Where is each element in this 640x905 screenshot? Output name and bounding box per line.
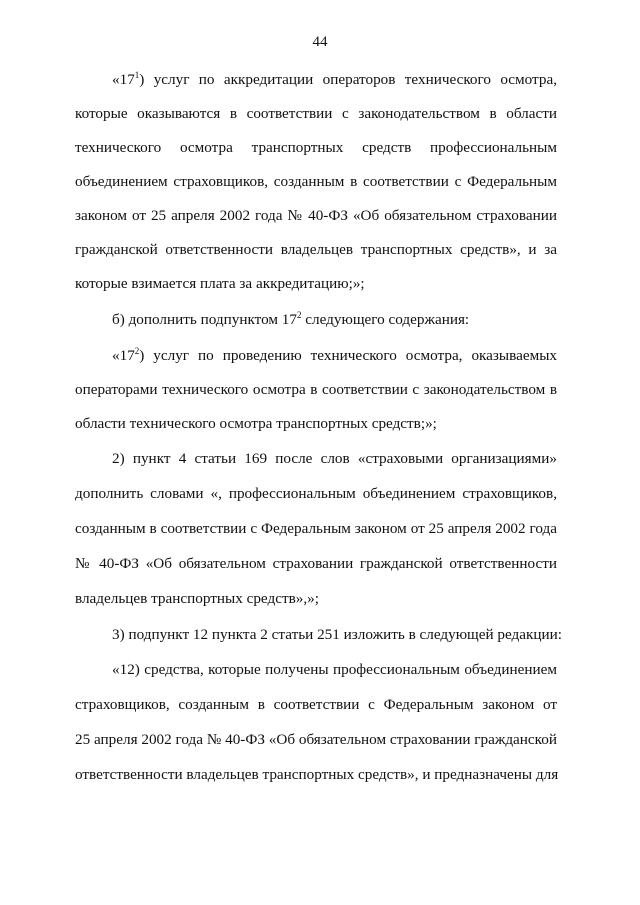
text-line: дополнить словами «, профессиональным объединением страховщиков, — [75, 485, 557, 502]
text-line: которые оказываются в соответствии с законодательством в области — [75, 105, 557, 122]
page-number: 44 — [312, 34, 328, 50]
text-line: операторами технического осмотра в соответствии с законодательством в — [75, 381, 557, 398]
text-line: № 40-ФЗ «Об обязательном страховании гражданской ответственности — [75, 555, 557, 572]
text-line: ответственности владельцев транспортных средств», и предназначены для — [75, 766, 559, 783]
text-line: созданным в соответствии с Федеральным законом от 25 апреля 2002 года — [75, 520, 557, 537]
text-line: 2) пункт 4 статьи 169 после слов «страховыми организациями» — [112, 450, 557, 467]
text-line: законом от 25 апреля 2002 года № 40-ФЗ «Об обязательном страховании — [75, 207, 557, 224]
text-line: «$17^1$) услуг по аккредитации операторов технического осмотра, — [112, 70, 557, 88]
text-line: гражданской ответственности владельцев транспортных средств», и за — [75, 241, 557, 258]
text-line: 25 апреля 2002 года № 40-ФЗ «Об обязательном страховании гражданской — [75, 731, 557, 748]
text-line: которые взимается плата за аккредитацию;»; — [75, 275, 365, 292]
text-line: технического осмотра транспортных средств профессиональным — [75, 139, 557, 156]
text-line: владельцев транспортных средств»,»; — [75, 590, 319, 607]
text-line: «12) средства, которые получены профессиональным объединением — [112, 661, 557, 678]
text-line: области технического осмотра транспортных средств;»; — [75, 415, 437, 432]
text-line: б) дополнить подпунктом $17^2$ следующего содержания: — [112, 310, 470, 328]
text-line: 3) подпункт 12 пункта 2 статьи 251 изложить в следующей редакции: — [112, 626, 563, 643]
text-line: объединением страховщиков, созданным в соответствии с Федеральным — [75, 173, 557, 190]
text-line: страховщиков, созданным в соответствии с Федеральным законом от — [75, 696, 557, 713]
text-line: «$17^2$) услуг по проведению технического осмотра, оказываемых — [112, 346, 557, 364]
